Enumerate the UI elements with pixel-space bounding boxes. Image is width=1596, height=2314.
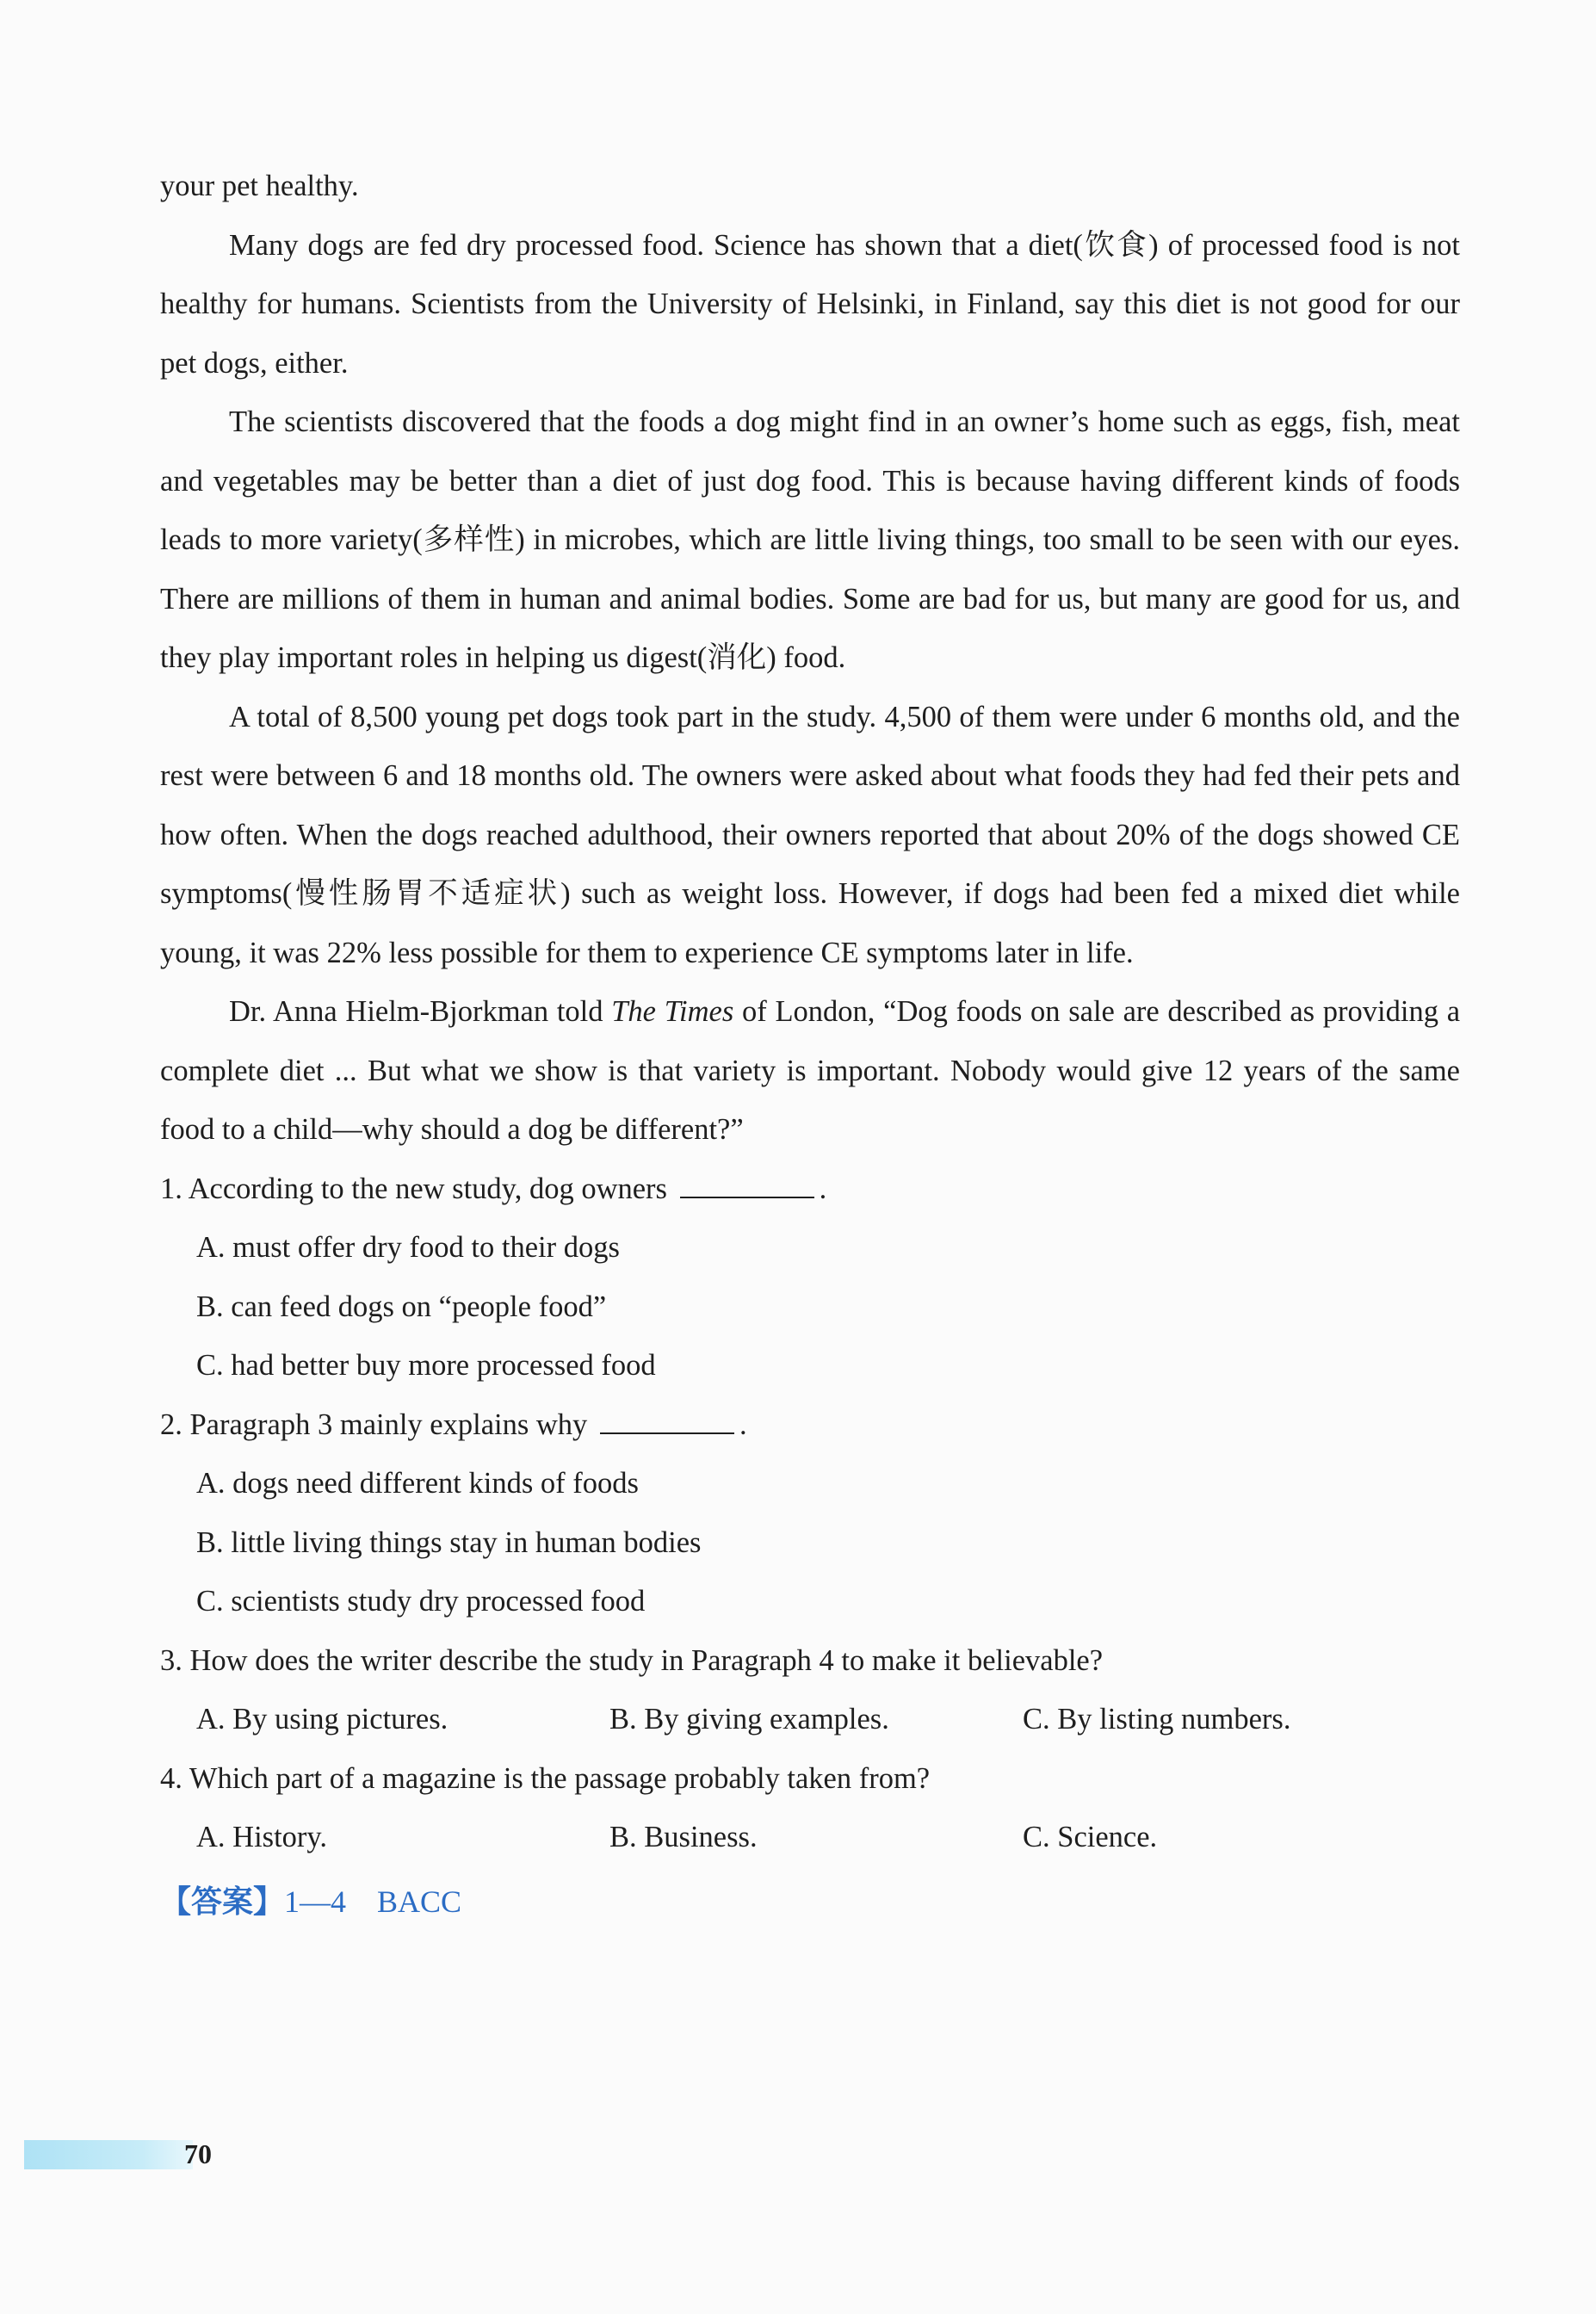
question-3-option-c: C. By listing numbers. xyxy=(1023,1703,1291,1736)
question-4-option-b: B. Business. xyxy=(609,1821,758,1853)
question-4-option-a: A. History. xyxy=(196,1821,328,1853)
paragraph-4: A total of 8,500 young pet dogs took part in the study. 4,500 of them were under 6 months old, and the rest were between 6 and 18 months old. The owners were asked about what foods they had fed their pets and how often. When the dogs reached adulthood, their owners reported that about 20% of the dogs showed CE symptoms(慢性肠胃不适症状) such as weight loss. However, if dogs had been fed a mixed diet while young, it was 22% less possible for them to experience CE symptoms later in life. xyxy=(160,700,1460,969)
question-4-option-c: C. Science. xyxy=(1023,1821,1158,1853)
footer-decoration-bar xyxy=(24,2140,193,2169)
question-2-option-b: B. little living things stay in human bodies xyxy=(196,1525,702,1559)
paragraph-5 xyxy=(160,982,1460,1160)
answer-tag: 【答案】 xyxy=(160,1884,285,1919)
answer-key xyxy=(160,1872,1460,1932)
question-2-end: . xyxy=(739,1408,747,1441)
question-3-option-a: A. By using pictures. xyxy=(196,1703,448,1736)
question-1 xyxy=(160,1160,1460,1219)
question-3: 3. How does the writer describe the study in Paragraph 4 to make it believable? xyxy=(160,1643,1104,1677)
question-3-options xyxy=(160,1690,1460,1749)
question-1-option-c: C. had better buy more processed food xyxy=(196,1349,656,1382)
question-2 xyxy=(160,1395,1460,1455)
newspaper-title: The Times xyxy=(611,995,734,1028)
quote-after: of London, “Dog foods on sale are described as providing a complete diet ... But what we show is that variety is important. Nobody would give 12 years of the same food to a child—why should a dog be different?” xyxy=(160,995,1461,1146)
question-2-option-c: C. scientists study dry processed food xyxy=(196,1585,646,1618)
answer-blank xyxy=(680,1171,814,1198)
question-1-end: . xyxy=(819,1172,827,1205)
answer-text: 1—4 BACC xyxy=(284,1884,462,1919)
question-2-stem: 2. Paragraph 3 mainly explains why xyxy=(160,1408,595,1441)
question-3-option-b: B. By giving examples. xyxy=(609,1703,889,1736)
paragraph-continuation: your pet healthy. xyxy=(160,170,359,202)
quote-before: Dr. Anna Hielm-Bjorkman told xyxy=(229,995,612,1028)
paragraph-3: The scientists discovered that the foods a dog might find in an owner’s home such as eggs, fish, meat and vegetables may be better than a diet of just dog food. This is because having different kinds of foods leads to more variety(多样性) in microbes, which are little living things, too small to be seen with our eyes. There are millions of them in human and animal bodies. Some are bad for us, but many are good for us, and they play important roles in helping us digest(消化) food. xyxy=(160,405,1460,674)
answer-blank xyxy=(600,1407,734,1434)
question-1-option-a: A. must offer dry food to their dogs xyxy=(196,1231,620,1264)
question-1-option-b: B. can feed dogs on “people food” xyxy=(196,1290,607,1323)
question-2-option-a: A. dogs need different kinds of foods xyxy=(196,1467,639,1500)
question-4-options xyxy=(160,1808,1460,1867)
passage-content xyxy=(160,157,1460,1931)
page-number: 70 xyxy=(184,2138,212,2169)
question-1-stem: 1. According to the new study, dog owners xyxy=(160,1172,675,1205)
question-4: 4. Which part of a magazine is the passage probably taken from? xyxy=(160,1761,931,1795)
paragraph-2: Many dogs are fed dry processed food. Science has shown that a diet(饮食) of processed food is not healthy for humans. Scientists from the University of Helsinki, in Finland, say this diet is not good for our pet dogs, either. xyxy=(160,228,1460,380)
